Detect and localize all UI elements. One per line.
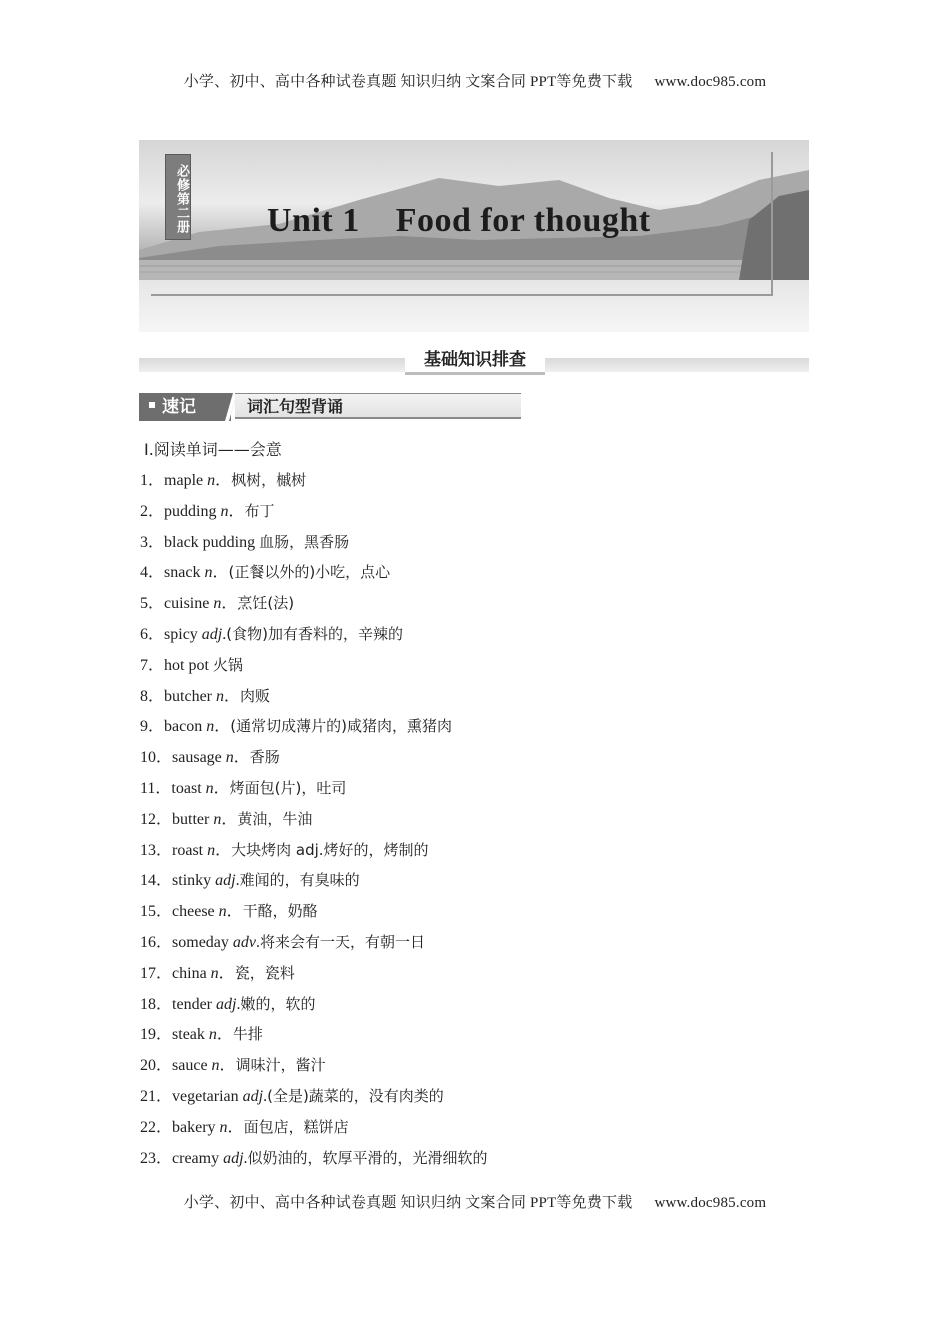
vocab-word: black pudding [164, 533, 260, 551]
vocab-word: cheese [172, 903, 219, 921]
vocab-word: someday [172, 933, 233, 951]
footer-url[interactable]: www.doc985.com [654, 1195, 767, 1211]
vocab-pos: adj [215, 872, 236, 890]
subsection-tab [139, 393, 521, 423]
vocab-pos: n [204, 564, 213, 582]
vocab-item [140, 682, 820, 713]
vocab-pos: n [216, 687, 224, 705]
vocab-item [140, 497, 820, 528]
vocab-meaning: 似奶油的，软厚平滑的，光滑细软的 [247, 1148, 488, 1167]
vocab-sep: ． [221, 595, 238, 613]
tab-dark-label: 速记 [162, 397, 196, 417]
page-header [0, 70, 950, 91]
vocab-meaning: 将来会有一天，有朝一日 [260, 932, 426, 951]
vocab-word: bakery [172, 1118, 220, 1136]
vocab-sep: . [235, 872, 240, 890]
vocab-pos: adj [223, 1149, 244, 1167]
vocab-item [140, 836, 820, 867]
vocab-number: 16． [140, 933, 173, 951]
vocab-sep: ． [215, 841, 232, 859]
vocab-item [140, 990, 820, 1021]
vocab-number: 21． [140, 1087, 173, 1105]
vocab-meaning: 烤面包(片)，吐司 [229, 778, 347, 797]
vocab-meaning: 牛排 [232, 1025, 263, 1044]
unit-banner [139, 140, 809, 332]
square-bullet-icon [149, 402, 155, 408]
vocab-sep: . [263, 1087, 268, 1105]
vocab-number: 17． [140, 964, 173, 982]
vocab-meaning: 火锅 [212, 655, 243, 674]
vocab-sep: ． [233, 749, 250, 767]
vocab-number: 7． [140, 656, 165, 674]
vocab-word: toast [171, 779, 206, 797]
vocab-word: cuisine [164, 595, 214, 613]
vocab-item [140, 558, 820, 589]
vocab-item [140, 1144, 820, 1175]
vocab-pos: adj [201, 625, 223, 643]
vocab-pos: n [206, 718, 215, 736]
vocab-sep: ． [221, 810, 238, 828]
vocab-pos: n [207, 472, 216, 489]
vocab-word: snack [164, 564, 205, 582]
vocab-sep: . [243, 1149, 248, 1167]
vocab-word: hot pot [164, 656, 213, 674]
vocab-sep: ． [226, 903, 243, 921]
vocab-word: tender [172, 995, 216, 1013]
vocab-number: 13． [140, 841, 173, 859]
vocab-sep: ． [228, 502, 245, 520]
vocab-item [140, 528, 820, 559]
list-heading: Ⅰ.阅读单词——会意 [144, 440, 282, 459]
vocab-meaning: 干酪，奶酪 [242, 902, 318, 921]
vocab-pos: n [210, 964, 219, 982]
footer-text: 小学、初中、高中各种试卷真题 知识归纳 文案合同 PPT等免费下载 [183, 1195, 633, 1211]
vocab-pos: adj [242, 1087, 264, 1105]
vocab-word: spicy [164, 625, 202, 643]
vocab-number: 10． [140, 749, 173, 767]
vocab-sep: ． [212, 564, 229, 582]
vocab-pos: n [205, 779, 214, 797]
vocab-number: 3． [140, 533, 165, 551]
vocab-item [140, 959, 820, 990]
vocab-meaning: 黄油，牛油 [237, 809, 313, 828]
vocab-pos: adv [232, 933, 256, 951]
vocab-item [140, 589, 820, 620]
vocab-item [140, 620, 820, 651]
vocab-number: 20． [140, 1057, 173, 1075]
vocab-meaning: 血肠，黑香肠 [259, 532, 350, 551]
vocab-pos: n [218, 903, 227, 921]
volume-tag: 必修第二册 [165, 154, 191, 240]
vocab-meaning: 难闻的，有臭味的 [239, 871, 360, 890]
vocab-number: 15． [140, 903, 173, 921]
vocab-meaning: 香肠 [249, 748, 280, 767]
vocab-meaning: 嫩的，软的 [240, 994, 316, 1013]
vocab-meaning: 大块烤肉 adj.烤好的，烤制的 [231, 840, 429, 859]
vocab-number: 4． [140, 564, 165, 582]
vocab-word: steak [172, 1026, 209, 1044]
vocab-word: bacon [164, 718, 207, 736]
section-title: 基础知识排查 [405, 348, 545, 375]
vocab-sep: . [222, 625, 227, 643]
vocab-sep: . [236, 995, 241, 1013]
vocab-item [140, 928, 820, 959]
vocab-word: sauce [172, 1057, 212, 1075]
vocab-number: 12． [140, 810, 173, 828]
vocab-sep: ． [227, 1118, 244, 1136]
vocab-number: 14． [140, 872, 173, 890]
vocab-number: 18． [140, 995, 173, 1013]
vocab-word: roast [172, 841, 208, 859]
vocab-word: vegetarian [172, 1087, 243, 1105]
vocab-word: china [172, 964, 211, 982]
vocab-number: 19． [140, 1026, 173, 1044]
vocab-item [140, 1020, 820, 1051]
vocab-number: 22． [140, 1118, 173, 1136]
header-url[interactable]: www.doc985.com [654, 74, 767, 90]
vocab-number: 9． [140, 718, 165, 736]
vocab-sep: . [256, 933, 260, 951]
vocab-item [140, 1113, 820, 1144]
vocab-meaning: 面包店，糕饼店 [243, 1117, 349, 1136]
vocab-item [140, 1051, 820, 1082]
vocab-pos: n [208, 1026, 217, 1044]
vocab-word: maple [164, 472, 208, 489]
vocab-item [140, 866, 820, 897]
vocab-number: 6． [140, 625, 165, 643]
vocab-meaning: 瓷，瓷料 [234, 963, 295, 982]
vocab-sep: ． [218, 964, 235, 982]
vocab-item [140, 651, 820, 682]
vocab-meaning: 烹饪(法) [237, 594, 295, 613]
vocab-meaning: (全是)蔬菜的，没有肉类的 [267, 1086, 444, 1105]
vocab-meaning: (正餐以外的)小吃，点心 [228, 563, 391, 582]
vocab-sep: ． [213, 779, 230, 797]
vocab-pos: n [213, 810, 222, 828]
vocab-pos: n [219, 1118, 228, 1136]
vocab-item [140, 712, 820, 743]
vocab-word: butcher [164, 687, 216, 705]
vocab-item [140, 774, 820, 805]
vocab-sep: ． [214, 718, 231, 736]
vocab-pos: n [225, 749, 234, 767]
vocab-word: stinky [172, 872, 216, 890]
tab-light-label: 词汇句型背诵 [235, 393, 521, 419]
vocab-pos: adj [216, 995, 237, 1013]
vocab-number: 23． [140, 1149, 173, 1167]
vocab-word: creamy [172, 1149, 224, 1167]
vocab-meaning: 肉贩 [240, 686, 271, 705]
vocab-meaning: 调味汁，酱汁 [235, 1056, 326, 1075]
vocab-pos: n [220, 502, 229, 520]
vocab-number: 8． [140, 687, 165, 705]
vocab-number: 5． [140, 595, 165, 613]
unit-title: Unit 1 Food for thought [267, 202, 651, 239]
vocab-item [140, 743, 820, 774]
vocab-number: 2． [140, 502, 165, 520]
vocab-number: 1． [140, 472, 165, 489]
vocab-sep: ． [224, 687, 241, 705]
tab-dark [139, 393, 231, 421]
vocab-item [140, 1082, 820, 1113]
header-text: 小学、初中、高中各种试卷真题 知识归纳 文案合同 PPT等免费下载 [183, 74, 633, 90]
vocab-word: pudding [164, 502, 221, 520]
vocab-list [140, 466, 820, 1174]
vocab-number: 11． [140, 779, 172, 797]
vocab-meaning: 枫树，槭树 [231, 471, 307, 489]
vocab-pos: n [211, 1057, 220, 1075]
vocab-meaning: (通常切成薄片的)咸猪肉，熏猪肉 [230, 717, 452, 736]
vocab-word: sausage [172, 749, 226, 767]
vocab-pos: n [207, 841, 216, 859]
vocab-word: butter [172, 810, 214, 828]
vocab-sep: ． [219, 1057, 236, 1075]
vocab-pos: n [213, 595, 222, 613]
vocab-meaning: (食物)加有香料的，辛辣的 [226, 624, 403, 643]
section-header [139, 348, 809, 376]
vocab-item [140, 805, 820, 836]
vocab-sep: ． [216, 1026, 233, 1044]
page-footer [0, 1191, 950, 1212]
vocab-item [140, 897, 820, 928]
vocab-sep: ． [215, 472, 232, 489]
vocab-item [140, 466, 820, 497]
vocab-meaning: 布丁 [244, 501, 275, 520]
